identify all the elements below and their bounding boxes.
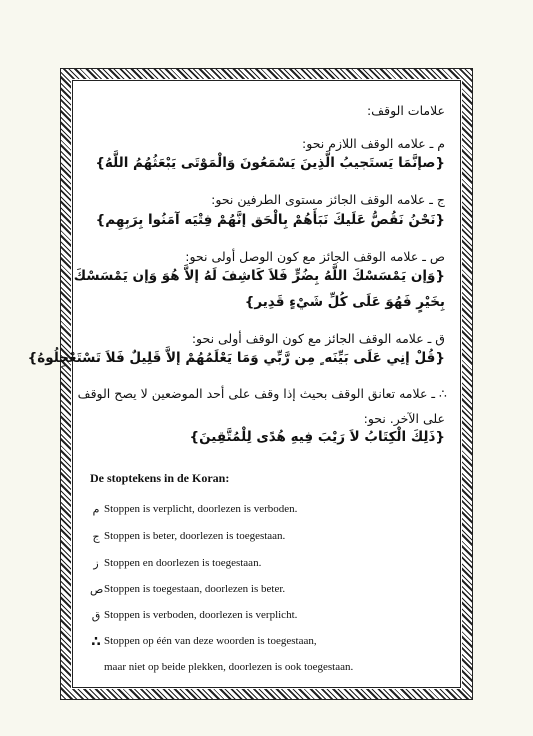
stop-symbol: ج (92, 530, 100, 543)
inner-border (72, 80, 461, 688)
section-head-mu-anaqa-line2: على الآخر. نحو: (363, 411, 445, 426)
section-head-qaaf: ق ـ علامه الوقف الجائز مع كون الوقف أولى نحو: (191, 331, 445, 346)
section-head-mu-anaqa: ∴ ـ علامه تعانق الوقف بحيث إذا وقف على أحد الموضعين لا يصح الوقف (77, 386, 447, 401)
stop-rule: Stoppen is toegestaan, doorlezen is beter. (104, 583, 286, 595)
verse-mu-anaqa: {ذَلِكَ الْكِتَابُ لاَ رَيْبَ فِيهِ هُدًى لِلْمُتَّقِينَ} (189, 429, 445, 445)
verse-qaaf: {قُلْ إنِي عَلَى بَيِّنَه ٍ مِن رَّبِّي وَمَا يَعْلَمُهُمْ إلاَّ قَلِيلٌ فَلاَ تَسْتَعْجِلُوهُ} (27, 350, 445, 366)
section-head-jeem: ج ـ علامه الوقف الجائز مستوى الطرفين نحو: (211, 192, 445, 207)
verse-jeem: {نَحْنُ نَقُصُّ عَلَيكَ نَبَأَهُمْ بِالْحَق إنَّهُمْ فِتْيَه آمَنُوا بِرَبِهِم} (95, 212, 445, 228)
stop-rule: Stoppen is beter, doorlezen is toegestaan. (104, 530, 286, 542)
stop-rule: Stoppen is verboden, doorlezen is verplicht. (104, 609, 298, 621)
verse-meem: {صإنَّمَا يَستَجيبُ الَّذِينَ يَسْمَعُونَ وَالْمَوْتَى يَبْعَثُهُمُ اللَّهُ} (95, 155, 445, 171)
stop-symbol: ص (90, 583, 104, 596)
stop-rule-continuation: maar niet op beide plekken, doorlezen is ook toegestaan. (104, 661, 354, 673)
stop-symbol: ق (91, 609, 101, 622)
dutch-title: De stoptekens in de Koran: (90, 471, 230, 485)
stop-rule: Stoppen op één van deze woorden is toegestaan, (104, 635, 317, 647)
verse-saad-line2: بِخَيْرٍ فَهُوَ عَلَى كُلِّ شَيْءٍ قَدِير} (244, 294, 445, 310)
section-head-saad: ص ـ علامه الوقف الجائز مع كون الوصل أولى نحو: (185, 249, 445, 264)
arabic-heading: علامات الوقف: (366, 103, 445, 118)
stop-symbol: م (92, 503, 100, 516)
stop-symbol: ز (93, 557, 99, 570)
stop-rule: Stoppen is verplicht, doorlezen is verboden. (104, 503, 298, 515)
verse-saad-line1: {وَإن يَمْسَسْكَ اللَّهُ بِضُرٍّ فَلاَ كَاشِفَ لَهُ إلاَّ هُوَ وَإن يَمْسَسْكَ (73, 268, 445, 284)
section-head-meem: م ـ علامه الوقف اللازم نحو: (302, 136, 445, 151)
stop-symbol: ∴ (91, 634, 101, 650)
stop-rule: Stoppen en doorlezen is toegestaan. (104, 557, 262, 569)
